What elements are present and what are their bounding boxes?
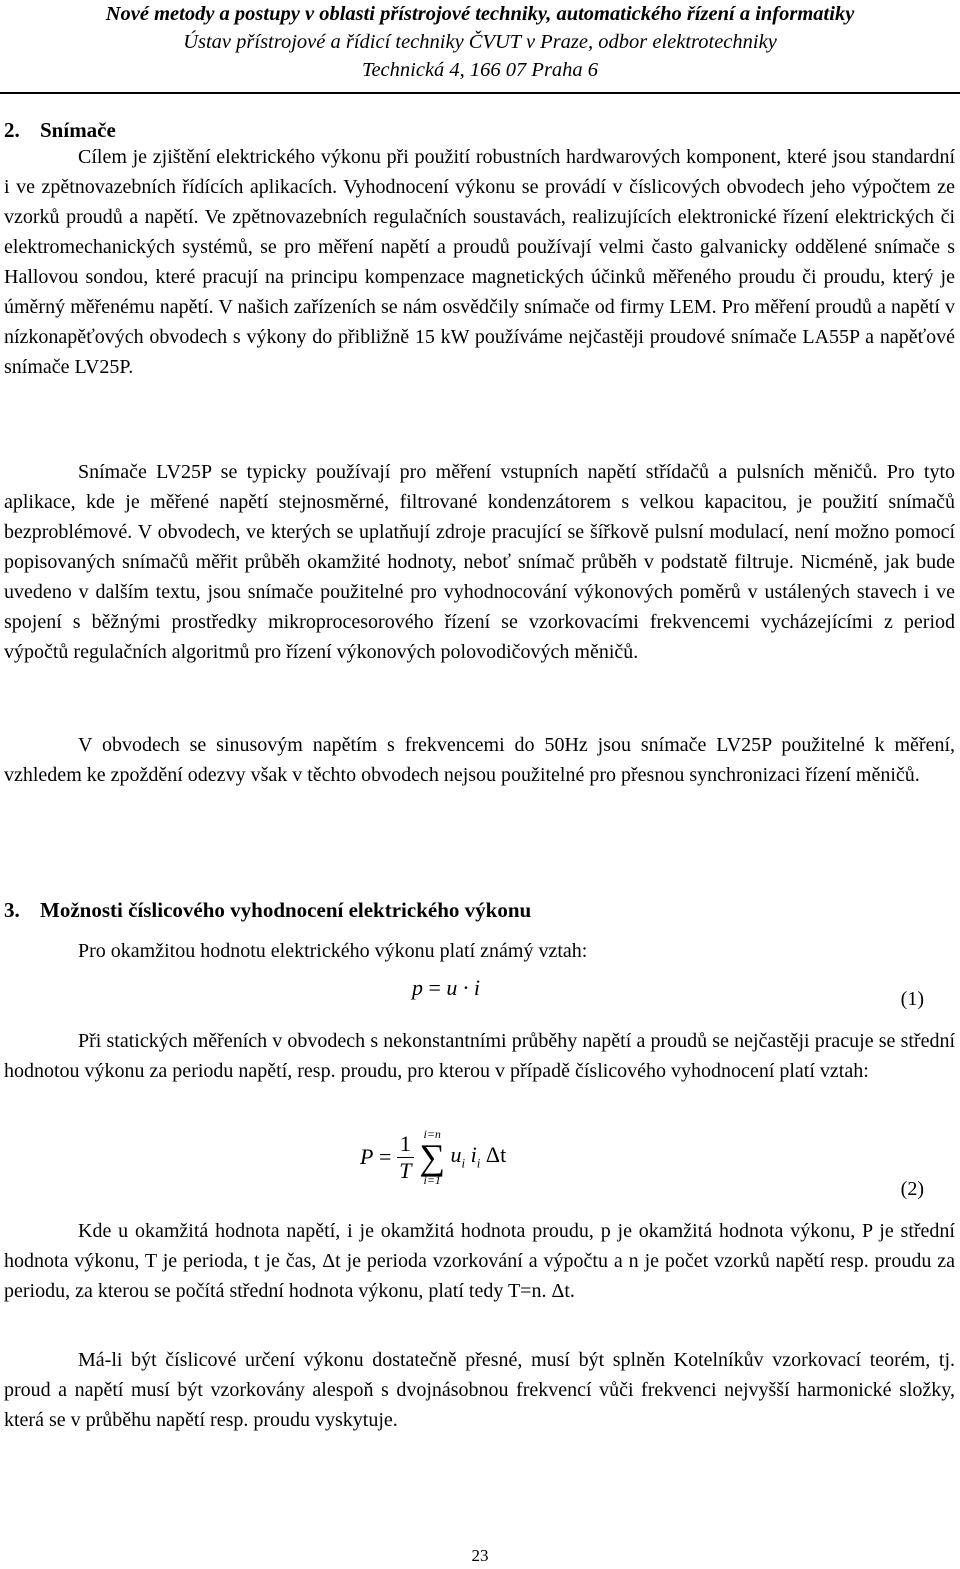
header-address: Technická 4, 166 07 Praha 6 [361, 59, 599, 81]
header-institute: Ústav přístrojové a řídicí techniky ČVUT v Praze, odbor elektrotechniky [183, 31, 777, 53]
eq1-rhs: u · i [446, 975, 481, 1000]
eq2-equals: = [378, 1144, 392, 1169]
eq2-i: i [470, 1142, 477, 1168]
section-3-heading [4, 896, 531, 924]
page-number: 23 [471, 1546, 489, 1565]
page-header [0, 0, 960, 84]
section-2-title: Snímače [40, 118, 116, 142]
eq2-sum-upper: i=n [423, 1127, 441, 1141]
eq1-lhs: p [412, 975, 423, 1000]
equation-2 [360, 1128, 506, 1186]
equation-1-number: (1) [900, 988, 924, 1010]
eq2-sum-lower: i=1 [423, 1173, 441, 1187]
equation-2-number: (2) [900, 1178, 924, 1200]
section-3-paragraph-eq2: Kde u okamžitá hodnota napětí, i je okamžitá hodnota proudu, p je okamžitá hodnota výkonu, P je střední hodnota výkonu, T je perioda, t je čas, Δt je perioda vzorkování a výpočtu a n je počet vzorků napětí resp. proudu za periodu, za kterou se počítá střední hodnota výkonu, platí tedy T=n. Δt. [4, 1220, 955, 1302]
eq2-fraction-denominator: T [399, 1157, 412, 1183]
eq2-sum [419, 1128, 445, 1186]
sigma-icon: ∑ [419, 1137, 446, 1177]
eq2-lhs: P [360, 1144, 374, 1169]
section-3-paragraph-last: Má-li být číslicové určení výkonu dostatečně přesné, musí být splněn Kotelníkův vzorkovací teorém, tj. proud a napětí musí být vzorkovány alespoň s dvojnásobnou frekvencí vůči frekvenci nejvyšší harmonické složky, která se v průběhu napětí resp. proudu vyskytuje. [4, 1349, 955, 1431]
eq2-delta-t: Δt [485, 1142, 507, 1168]
section-3-paragraph-eq1: Při statických měřeních v obvodech s nekonstantními průběhy napětí a proudů se nejčastěji pracuje se střední hodnotou výkonu za periodu napětí, resp. proudu, pro kterou v případě číslicového vyhodnocení platí vztah: [4, 1030, 955, 1082]
section-3-number: 3. [4, 898, 20, 922]
eq2-fraction [397, 1131, 414, 1184]
header-divider [0, 92, 960, 94]
eq2-u-sub: i [461, 1155, 466, 1171]
eq2-i-sub: i [476, 1155, 481, 1171]
eq2-fraction-numerator: 1 [397, 1131, 414, 1158]
eq2-term [450, 1142, 507, 1171]
header-title: Nové metody a postupy v oblasti přístrojové techniky, automatického řízení a informatiky [105, 3, 855, 25]
section-3-title: Možnosti číslicového vyhodnocení elektrického výkonu [40, 898, 532, 922]
equation-1 [412, 975, 480, 1001]
section-2-paragraph-2: Snímače LV25P se typicky používají pro měření vstupních napětí střídačů a pulsních měničů. Pro tyto aplikace, kde je měřené napětí stejnosměrné, filtrované kondenzátorem s velkou kapacitou, je použití snímačů bezproblémové. V obvodech, ve kterých se uplatňují zdroje pracující se šířkově pulsní modulací, není možno pomocí popisovaných snímačů měřit průběh okamžité hodnoty, neboť snímač průběh v podstatě filtruje. Nicméně, jak bude uvedeno v dalším textu, jsou snímače použitelné pro vyhodnocování výkonových poměrů v ustálených stavech i ve spojení s běžnými prostředky mikroprocesorového řízení se vzorkovacími frekvencemi vycházejícími z period výpočtů regulačních algoritmů pro řízení výkonových polovodičových měničů. [4, 461, 955, 663]
eq2-u: u [450, 1142, 462, 1168]
section-2-paragraph-1: Cílem je zjištění elektrického výkonu při použití robustních hardwarových komponent, které jsou standardní i ve zpětnovazebních řídících aplikacích. Vyhodnocení výkonu se provádí v číslicových obvodech jeho výpočtem ze vzorků proudů a napětí. Ve zpětnovazebních regulačních soustavách, realizujících elektronické řízení elektrických či elektromechanických systémů, se pro měření napětí a proudů používají velmi často galvanicky oddělené snímače s Hallovou sondou, které pracují na principu kompenzace magnetických účinků měřeného proudu či proudu, který je úměrný měřenému napětí. V našich zařízeních se nám osvědčily snímače od firmy LEM. Pro měření proudů a napětí v nízkonapěťových obvodech s výkony do přibližně 15 kW používáme nejčastěji proudové snímače LA55P a napěťové snímače LV25P. [4, 146, 955, 378]
section-2-paragraph-3: V obvodech se sinusovým napětím s frekvencemi do 50Hz jsou snímače LV25P použitelné k měření, vzhledem ke zpoždění odezvy však v těchto obvodech nejsou použitelné pro přesnou synchronizaci řízení měničů. [4, 734, 955, 786]
section-2-number: 2. [4, 118, 20, 142]
section-3-intro: Pro okamžitou hodnotu elektrického výkonu platí známý vztah: [78, 940, 588, 962]
eq1-equals: = [428, 975, 441, 1000]
section-2-heading [4, 116, 116, 144]
